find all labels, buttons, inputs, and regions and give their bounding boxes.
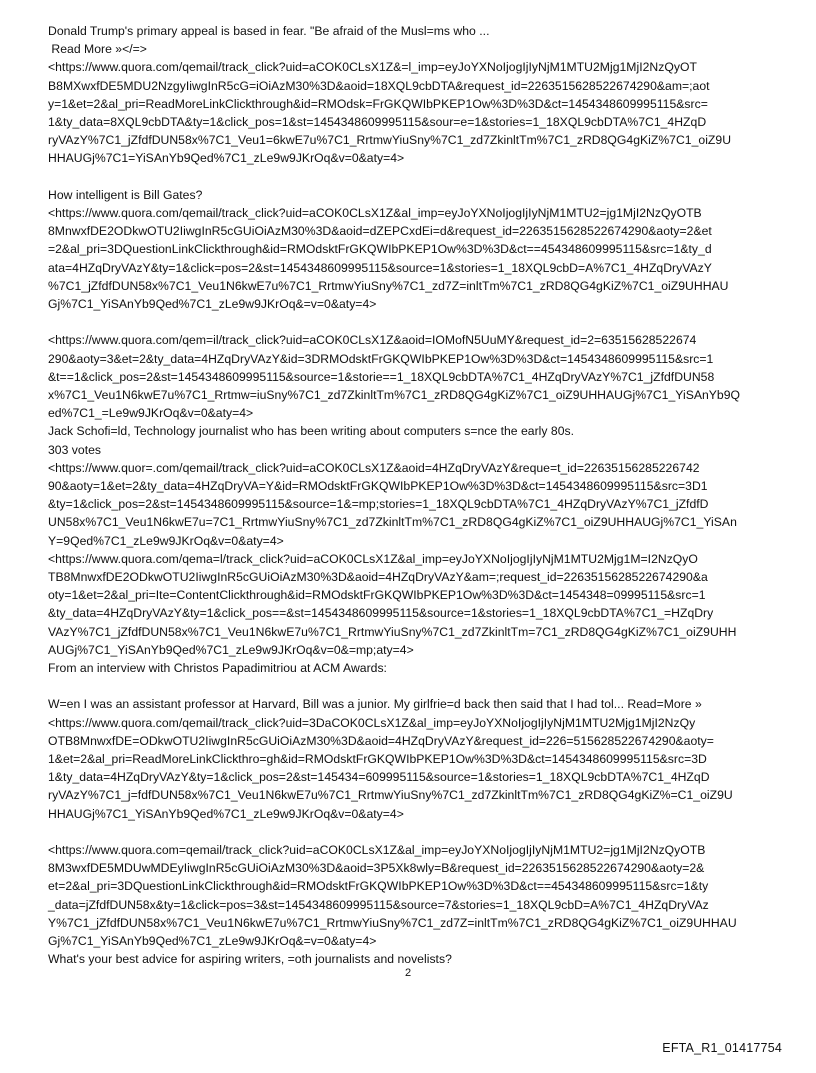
text-line: x%7C1_Veu1N6kwE7u%7C1_Rrtmw=iuSny%7C1_zd7ZkinltTm%7C1_zRD8QG4gKiZ%7C1_oiZ9UHHAUGj%7C1_YiSAnYb9Q bbox=[48, 388, 741, 403]
question-advice-writers bbox=[48, 841, 770, 968]
text-blocks bbox=[48, 22, 770, 969]
answer-jack-schofield bbox=[48, 331, 770, 677]
text-line: ata=4HZqDryVAzY&ty=1&click=pos=2&st=1454348609995115&source=1&stories=1_18XQL9cbD=A%7C1_4HZqDryVAzY bbox=[48, 260, 712, 275]
paragraph-gap bbox=[48, 168, 770, 186]
text-line: VAzY%7C1_jZfdfDUN58x%7C1_Veu1N6kwE7u%7C1_RrtmwYiuSny%7C1_zd7ZkinltTm=7C1_zRD8QG4gKiZ%7C1_oiZ9UHH bbox=[48, 624, 737, 639]
text-line: Gj%7C1_YiSAnYb9Qed%7C1_zLe9w9JKrOq&=v=0&aty=4> bbox=[48, 934, 377, 949]
text-line: Gj%7C1_YiSAnYb9Qed%7C1_zLe9w9JKrOq&=v=0&aty=4> bbox=[48, 297, 377, 312]
text-line: 303 votes bbox=[48, 442, 102, 457]
text-line: &ty_data=4HZqDryVAzY&ty=1&click_pos==&st=1454348609995115&source=1&stories=1_18XQL9cbDTA%7C1_=HZqDry bbox=[48, 606, 714, 621]
text-line: Donald Trump's primary appeal is based in fear. "Be afraid of the Musl=ms who ... bbox=[48, 24, 490, 38]
document-body bbox=[48, 22, 770, 969]
text-line: oty=1&et=2&al_pri=Ite=ContentClickthrough&id=RMOdsktFrGKQWIbPKEP1Ow%3D%3D&ct=1454348=09995115&src=1 bbox=[48, 588, 706, 603]
paragraph-harvard bbox=[48, 695, 770, 822]
text-line: et=2&al_pri=3DQuestionLinkClickthrough&id=RMOdsktFrGKQWIbPKEP1Ow%3D%3D&ct==454348609995115&src=1&ty bbox=[48, 879, 709, 894]
text-line: 1&ty_data=8XQL9cbDTA&ty=1&click_pos=1&st=1454348609995115&sour=e=1&stories=1_18XQL9cbDTA%7C1_4HZqD bbox=[48, 115, 707, 130]
text-line: HHAUGj%7C1_YiSAnYb9Qed%7C1_zLe9w9JKrOq&v=0&aty=4> bbox=[48, 806, 404, 821]
text-line: =2&al_pri=3DQuestionLinkClickthrough&id=RMOdsktFrGKQWIbPKEP1Ow%3D%3D&ct==454348609995115&src=1&ty_d bbox=[48, 242, 712, 257]
text-line: <https://www.quora.com/qema=l/track_click?uid=aCOK0CLsX1Z&al_imp=eyJoYXNoIjogIjIyNjM1MTU2Mjg1M=I2NzQyO bbox=[48, 551, 698, 566]
text-line: <https://www.quora.com/qemail/track_click?uid=aCOK0CLsX1Z&al_imp=eyJoYXNoIjogIjIyNjM1MTU2=jg1MjI2NzQyOTB bbox=[48, 206, 702, 221]
bates-number: EFTA_R1_01417754 bbox=[662, 1041, 782, 1055]
paragraph-gap bbox=[48, 313, 770, 331]
text-line: 1&et=2&al_pri=ReadMoreLinkClickthro=gh&id=RMOdsktFrGKQWIbPKEP1Ow%3D%3D&ct=1454348609995115&src=3D bbox=[48, 752, 707, 767]
text-line: ryVAzY%7C1_jZfdfDUN58x%7C1_Veu1=6kwE7u%7C1_RrtmwYiuSny%7C1_zd7ZkinltTm%7C1_zRD8QG4gKiZ%7C1_oiZ9U bbox=[48, 133, 732, 148]
text-line: <https://www.quora.com/qemail/track_click?uid=aCOK0CLsX1Z&=l_imp=eyJoYXNoIjogIjIyNjM1MTU2Mjg1MjI2NzQyOT bbox=[48, 60, 697, 75]
text-line: B8MXwxfDE5MDU2NzgyIiwgInR5cG=iOiAzM30%3D&aoid=18XQL9cbDTA&request_id=2263515628522674290&am=;aot bbox=[48, 78, 710, 93]
text-line: &ty=1&click_pos=2&st=1454348609995115&source=1&=mp;stories=1_18XQL9cbDTA%7C1_4HZqDryVAzY%7C1_jZfdfD bbox=[48, 497, 709, 512]
text-line: y=1&et=2&al_pri=ReadMoreLinkClickthrough&id=RMOdsk=FrGKQWIbPKEP1Ow%3D%3D&ct=1454348609995115&src= bbox=[48, 96, 708, 111]
text-line: UN58x%7C1_Veu1N6kwE7u=7C1_RrtmwYiuSny%7C1_zd7ZkinltTm%7C1_zRD8QG4gKiZ%7C1_oiZ9UHHAUGj%7C1_YiSAn bbox=[48, 515, 737, 530]
text-line: TB8MnwxfDE2ODkwOTU2IiwgInR5cGUiOiAzM30%3D&aoid=4HZqDryVAzY&am=;request_id=2263515628522674290&a bbox=[48, 570, 708, 585]
text-line: ed%7C1_=Le9w9JKrOq&v=0&aty=4> bbox=[48, 406, 254, 421]
text-line: HHAUGj%7C1=YiSAnYb9Qed%7C1_zLe9w9JKrOq&v=0&aty=4> bbox=[48, 151, 405, 166]
text-line: W=en I was an assistant professor at Harvard, Bill was a junior. My girlfrie=d back then said that I had tol... Read=More » bbox=[48, 697, 702, 712]
text-line: 8M3wxfDE5MDUwMDEyIiwgInR5cGUiOiAzM30%3D&aoid=3P5Xk8wly=B&request_id=2263515628522674290&aoty=2& bbox=[48, 861, 705, 876]
text-line: _data=jZfdfDUN58x&ty=1&click=pos=3&st=1454348609995115&source=7&stories=1_18XQL9cbD=A%7C1_4HZqDryVAz bbox=[48, 897, 709, 912]
text-line: Y%7C1_jZfdfDUN58x%7C1_Veu1N6kwE7u%7C1_RrtmwYiuSny%7C1_zd7Z=inltTm%7C1_zRD8QG4gKiZ%7C1_oiZ9UHHAU bbox=[48, 915, 737, 930]
text-line: 290&aoty=3&et=2&ty_data=4HZqDryVAzY&id=3DRMOdsktFrGKQWIbPKEP1Ow%3D%3D&ct=1454348609995115&src=1 bbox=[48, 351, 714, 366]
text-line: <https://www.quora.com/qemail/track_click?uid=3DaCOK0CLsX1Z&al_imp=eyJoYXNoIjogIjIyNjM1MTU2Mjg1MjI2NzQy bbox=[48, 715, 696, 730]
text-line: <https://www.quora.com/qem=il/track_click?uid=aCOK0CLsX1Z&aoid=IOMofN5UuMY&request_id=2=63515628522674 bbox=[48, 333, 697, 348]
paragraph-gap bbox=[48, 677, 770, 695]
text-line: %7C1_jZfdfDUN58x%7C1_Veu1N6kwE7u%7C1_RrtmwYiuSny%7C1_zd7Z=inltTm%7C1_zRD8QG4gKiZ%7C1_oiZ9UHHAU bbox=[48, 278, 729, 293]
paragraph-trump-fear bbox=[48, 22, 770, 168]
paragraph-gap bbox=[48, 823, 770, 841]
text-line: 1&ty_data=4HZqDryVAzY&ty=1&click_pos=2&st=145434=609995115&source=1&stories=1_18XQL9cbDTA%7C1_4HZqD bbox=[48, 770, 710, 785]
text-line: Y=9Qed%7C1_zLe9w9JKrOq&v=0&aty=4> bbox=[48, 533, 284, 548]
text-line: How intelligent is Bill Gates? bbox=[48, 187, 203, 202]
text-line: What's your best advice for aspiring writers, =oth journalists and novelists? bbox=[48, 952, 452, 967]
text-line: <https://www.quora.com=qemail/track_click?uid=aCOK0CLsX1Z&al_imp=eyJoYXNoIjogIjIyNjM1MTU2=jg1MjI2NzQyOTB bbox=[48, 843, 706, 858]
question-bill-gates bbox=[48, 186, 770, 313]
text-line: AUGj%7C1_YiSAnYb9Qed%7C1_zLe9w9JKrOq&v=0&=mp;aty=4> bbox=[48, 642, 414, 657]
text-line: &t==1&click_pos=2&st=1454348609995115&source=1&storie==1_18XQL9cbDTA%7C1_4HZqDryVAzY%7C1_jZfdfDUN58 bbox=[48, 369, 715, 384]
text-line: OTB8MnwxfDE=ODkwOTU2IiwgInR5cGUiOiAzM30%3D&aoid=4HZqDryVAzY&request_id=226=515628522674290&aoty= bbox=[48, 733, 714, 748]
text-line: ryVAzY%7C1_j=fdfDUN58x%7C1_Veu1N6kwE7u%7C1_RrtmwYiuSny%7C1_zd7ZkinltTm%7C1_zRD8QG4gKiZ%=C1_oiZ9U bbox=[48, 788, 733, 803]
text-line: <https://www.quor=.com/qemail/track_click?uid=aCOK0CLsX1Z&aoid=4HZqDryVAzY&reque=t_id=22635156285226742 bbox=[48, 460, 700, 475]
text-line: Read More »</=> bbox=[48, 42, 147, 57]
text-line: Jack Schofi=ld, Technology journalist who has been writing about computers s=nce the early 80s. bbox=[48, 424, 575, 439]
text-line: 90&aoty=1&et=2&ty_data=4HZqDryVA=Y&id=RMOdsktFrGKQWIbPKEP1Ow%3D%3D&ct=1454348609995115&src=3D1 bbox=[48, 479, 708, 494]
text-line: From an interview with Christos Papadimitriou at ACM Awards: bbox=[48, 661, 387, 676]
text-line: 8MnwxfDE2ODkwOTU2IiwgInR5cGUiOiAzM30%3D&aoid=dZEPCxdEi=d&request_id=2263515628522674290&aoty=2&et bbox=[48, 224, 712, 239]
page-number: 2 bbox=[404, 967, 412, 979]
